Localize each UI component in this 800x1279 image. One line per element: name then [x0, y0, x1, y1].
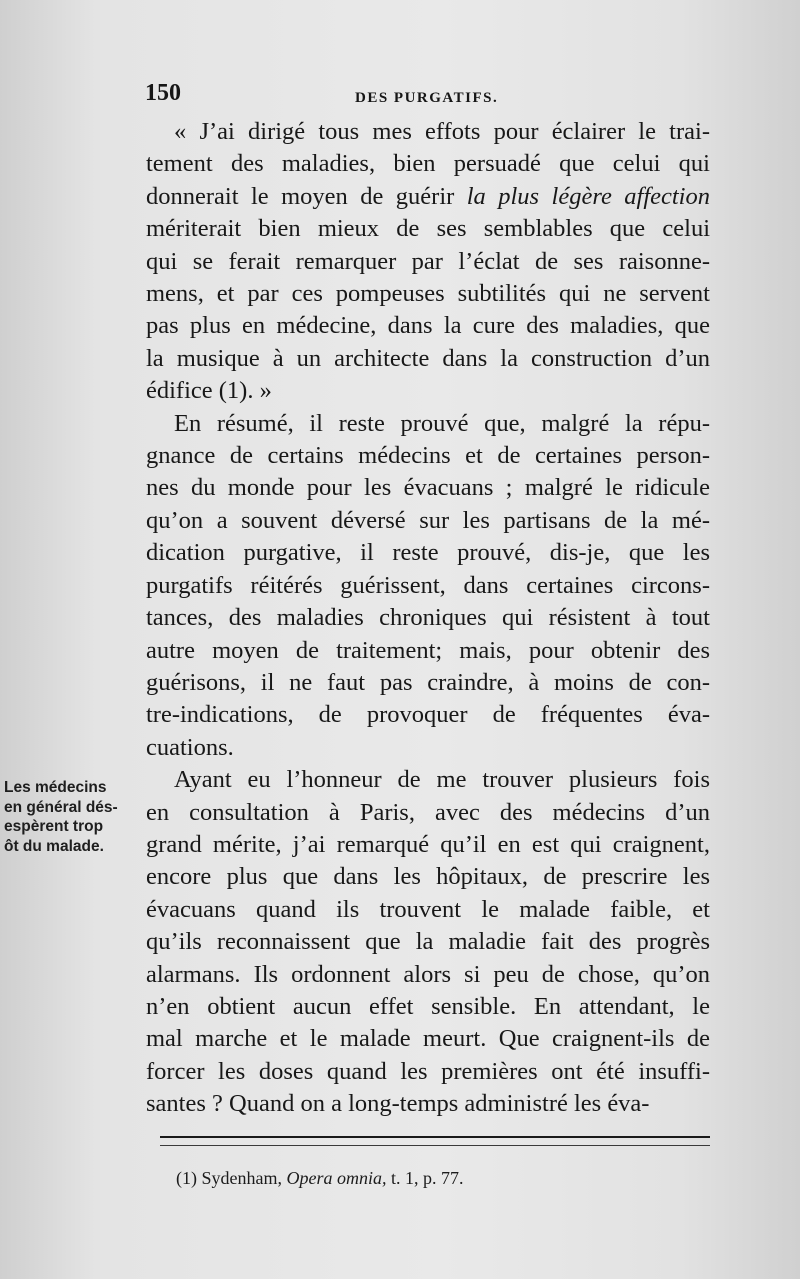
text-line: pas plus en médecine, dans la cure des maladies, que — [146, 312, 710, 340]
margin-note — [4, 778, 146, 856]
text-line: qu’on a souvent déversé sur les partisans de la mé- — [146, 506, 710, 534]
footnote-marker: (1) — [176, 1168, 197, 1188]
paragraph — [146, 408, 710, 764]
text-line: mal marche et le malade meurt. Que craignent-ils de — [146, 1025, 710, 1053]
text-line: En résumé, il reste prouvé que, malgré la répu- — [174, 409, 710, 437]
text-line: tement des maladies, bien persuadé que celui qui — [146, 150, 710, 178]
running-head: DES PURGATIFS. — [355, 90, 499, 106]
text-line: santes ? Quand on a long-temps administré les éva- — [146, 1090, 650, 1118]
text-line: en consultation à Paris, avec des médecins d’un — [146, 798, 710, 826]
text-line: cuations. — [146, 733, 234, 761]
text-line: tances, des maladies chroniques qui résistent à tout — [146, 604, 710, 632]
text-line: encore plus que dans les hôpitaux, de prescrire les — [146, 863, 710, 891]
margin-note-line: espèrent trop — [4, 818, 104, 835]
text-line: gnance de certains médecins et de certaines person- — [146, 442, 710, 470]
paragraph — [146, 764, 710, 1120]
text-line: n’en obtient aucun effet sensible. En attendant, le — [146, 992, 710, 1020]
text-line: forcer les doses quand les premières ont été insuffi- — [146, 1057, 710, 1085]
footnote-title: Opera omnia, — [286, 1168, 387, 1188]
text-line: purgatifs réitérés guérissent, dans certaines circons- — [146, 571, 710, 599]
text-line: donnerait le moyen de guérir la plus légère affection — [146, 182, 710, 210]
body-text — [146, 116, 710, 1121]
paragraph — [146, 116, 710, 408]
text-line: qui se ferait remarquer par l’éclat de ses raisonne- — [146, 247, 710, 275]
text-line: dication purgative, il reste prouvé, dis-je, que les — [146, 539, 710, 567]
margin-note-line: ôt du malade. — [4, 837, 104, 855]
text-line: édifice (1). » — [146, 377, 272, 405]
text-line: Ayant eu l’honneur de me trouver plusieurs fois — [174, 766, 710, 794]
text-line: évacuans quand ils trouvent le malade faible, et — [146, 895, 710, 923]
text-line: qu’ils reconnaissent que la maladie fait des progrès — [146, 928, 710, 956]
footnote-reference: t. 1, p. 77. — [391, 1168, 464, 1188]
text-line: alarmans. Ils ordonnent alors si peu de chose, qu’on — [146, 960, 710, 988]
page-number: 150 — [145, 80, 181, 106]
footnote-rule — [160, 1136, 710, 1138]
margin-note-line: en général dés- — [4, 798, 118, 816]
text-line: guérisons, il ne faut pas craindre, à moins de con- — [146, 668, 710, 696]
text-line: grand mérite, j’ai remarqué qu’il en est qui craignent, — [146, 830, 710, 858]
text-line: mériterait bien mieux de ses semblables que celui — [146, 215, 710, 243]
footnote-author: Sydenham, — [201, 1168, 282, 1188]
page-header — [145, 80, 715, 114]
footnote-rule-thin — [160, 1145, 710, 1146]
margin-note-line: Les médecins — [4, 779, 107, 796]
text-line: autre moyen de traitement; mais, pour obtenir des — [146, 636, 710, 664]
emphasis: la plus légère affection — [466, 182, 710, 210]
footnote — [176, 1168, 464, 1189]
text-line: « J’ai dirigé tous mes effots pour éclairer le trai- — [174, 118, 710, 145]
text-line: nes du monde pour les évacuans ; malgré le ridicule — [146, 474, 710, 502]
text-line: tre-indications, de provoquer de fréquentes éva- — [146, 701, 710, 729]
text-line: mens, et par ces pompeuses subtilités qui ne servent — [146, 280, 710, 308]
text-line: la musique à un architecte dans la construction d’un — [146, 344, 710, 372]
